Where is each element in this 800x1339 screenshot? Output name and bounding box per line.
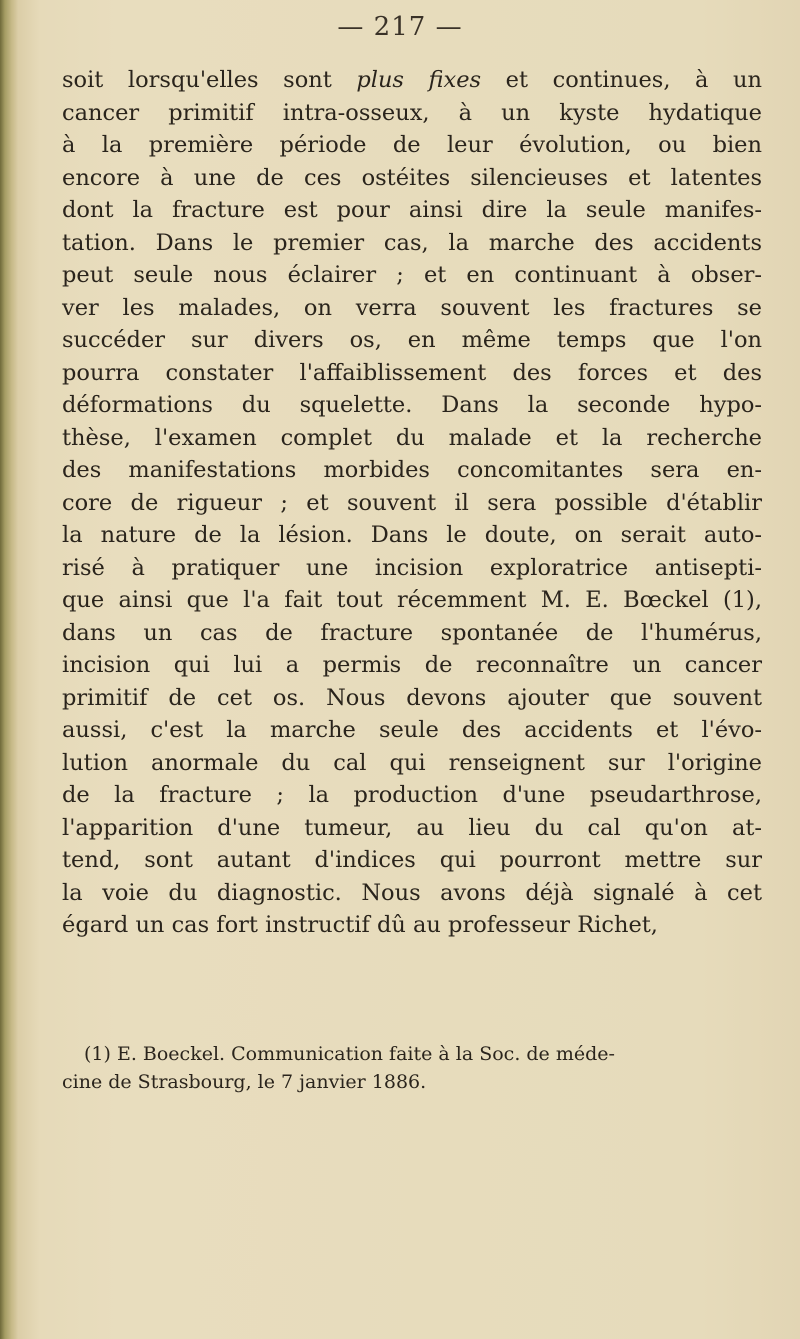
page-number: — 217 — (337, 12, 463, 42)
body-text (62, 64, 762, 942)
text-line: pourra constater l'affaiblissement des forces et des (62, 359, 762, 386)
text-line: déformations du squelette. Dans la seconde hypo- (62, 392, 762, 418)
text-line: la voie du diagnostic. Nous avons déjà signalé à cet (62, 879, 762, 906)
text-line: l'apparition d'une tumeur, au lieu du cal qu'on at- (62, 814, 762, 841)
text-line: que ainsi que l'a fait tout récemment M. E. Bœckel (1), (62, 587, 762, 613)
italic-phrase: plus fixes (356, 67, 482, 93)
text-line: dont la fracture est pour ainsi dire la seule manifes- (62, 197, 762, 223)
text-line: primitif de cet os. Nous devons ajouter que souvent (62, 684, 762, 711)
footnote-line: cine de Strasbourg, le 7 janvier 1886. (62, 1071, 427, 1093)
binding-shadow (0, 0, 18, 1339)
text-line: core de rigueur ; et souvent il sera possible d'établir (62, 489, 762, 516)
text-line: des manifestations morbides concomitantes sera en- (62, 457, 762, 483)
text-line: lution anormale du cal qui renseignent sur l'origine (62, 749, 762, 776)
text-line: aussi, c'est la marche seule des accidents et l'évo- (62, 717, 762, 743)
text-line: la nature de la lésion. Dans le doute, on serait auto- (62, 522, 762, 548)
text-line: à la première période de leur évolution, ou bien (62, 132, 762, 158)
text-line-1: soit lorsqu'elles sont plus fixes et continues, à un (62, 67, 762, 93)
text-line: cancer primitif intra-osseux, à un kyste hydatique (62, 99, 762, 126)
text-line: encore à une de ces ostéites silencieuses et latentes (62, 164, 762, 191)
text-line: incision qui lui a permis de reconnaître un cancer (62, 652, 762, 678)
text-line: tation. Dans le premier cas, la marche des accidents (62, 229, 762, 256)
text-line: ver les malades, on verra souvent les fractures se (62, 294, 762, 321)
text-line: risé à pratiquer une incision exploratrice antisepti- (62, 554, 762, 581)
text-line: dans un cas de fracture spontanée de l'humérus, (62, 619, 762, 646)
text-line: tend, sont autant d'indices qui pourront mettre sur (62, 847, 762, 873)
footnote-line: (1) E. Boeckel. Communication faite à la Soc. de méde- (84, 1043, 615, 1065)
footnote (62, 1040, 762, 1096)
text-line: peut seule nous éclairer ; et en continuant à obser- (62, 262, 762, 288)
text-line: de la fracture ; la production d'une pseudarthrose, (62, 782, 762, 808)
text-line: thèse, l'examen complet du malade et la recherche (62, 424, 762, 451)
text-line: succéder sur divers os, en même temps que l'on (62, 327, 762, 353)
text-line: égard un cas fort instructif dû au professeur Richet, (62, 912, 658, 938)
